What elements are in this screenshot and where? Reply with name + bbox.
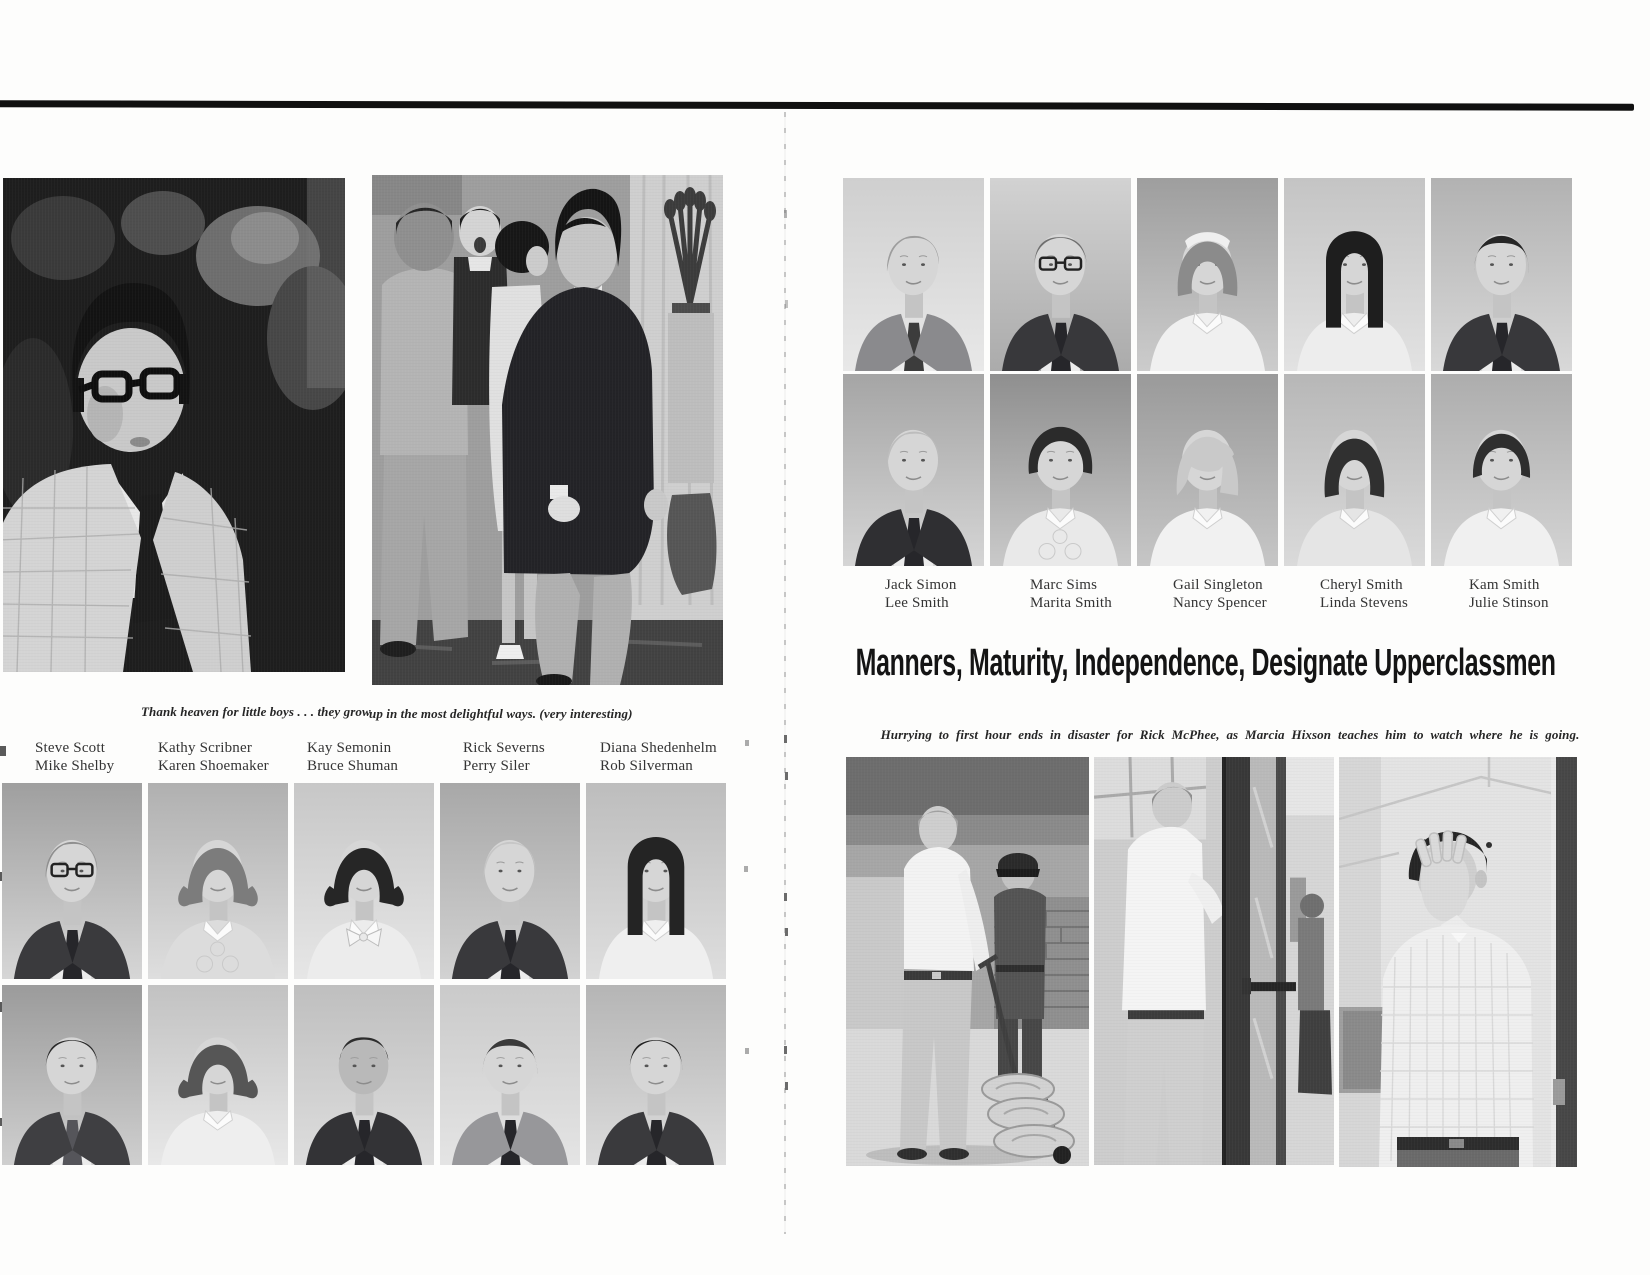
portrait-photo xyxy=(440,783,580,979)
fold-mark xyxy=(784,893,787,901)
headline-text: Manners, Maturity, Independence, Designate Upperclassmen xyxy=(856,642,1557,684)
fold-mark xyxy=(785,928,788,936)
portrait-name: Bruce Shuman xyxy=(307,757,399,774)
name-caption-column xyxy=(463,740,545,775)
portrait-photo xyxy=(1431,374,1572,566)
portrait-name: Marc Sims xyxy=(1030,577,1098,593)
fold-mark xyxy=(785,772,788,780)
fold-mark xyxy=(784,210,787,218)
fold-mark xyxy=(785,300,788,308)
name-caption-column xyxy=(1469,577,1549,612)
section-headline xyxy=(845,642,1567,685)
scan-edge-line xyxy=(0,100,1634,110)
fold-mark xyxy=(784,1046,787,1054)
portrait-photo xyxy=(990,374,1131,566)
photo-caption-right: Hurrying to first hour ends in disaster for Rick McPhee, as Marcia Hixson teaches him to watch where he is going. xyxy=(880,727,1580,742)
portrait-name: Rob Silverman xyxy=(600,757,694,774)
portrait-photo xyxy=(586,985,726,1165)
portrait-name: Perry Siler xyxy=(463,757,530,774)
portrait-grid-left-row1 xyxy=(2,783,726,979)
scan-speck xyxy=(0,746,6,756)
portrait-grid-right-row2 xyxy=(843,374,1572,566)
portrait-photo xyxy=(843,374,984,566)
name-caption-column xyxy=(35,740,114,775)
portrait-name: Kay Semonin xyxy=(307,740,392,756)
scan-speck xyxy=(745,1048,749,1054)
photo-caption-left-1: Thank heaven for little boys . . . they grow xyxy=(141,704,371,719)
portrait-name: Rick Severns xyxy=(463,740,545,756)
name-caption-column xyxy=(1030,577,1112,612)
scan-speck xyxy=(745,740,749,746)
portrait-photo xyxy=(2,783,142,979)
portrait-name: Karen Shoemaker xyxy=(158,757,269,774)
portrait-name: Kam Smith xyxy=(1469,577,1540,593)
portrait-grid-right-row1 xyxy=(843,178,1572,371)
portrait-photo xyxy=(1284,178,1425,371)
portrait-photo xyxy=(2,985,142,1165)
candid-photo-crowd xyxy=(3,178,345,672)
fold-mark xyxy=(785,1082,788,1090)
candid-photo-facepalm xyxy=(1339,757,1577,1167)
portrait-photo xyxy=(294,783,434,979)
portrait-photo xyxy=(843,178,984,371)
portrait-name: Linda Stevens xyxy=(1320,594,1409,611)
portrait-grid-left-row2 xyxy=(2,985,726,1165)
portrait-name: Mike Shelby xyxy=(35,757,115,774)
candid-photo-handtruck xyxy=(846,757,1089,1166)
portrait-name: Cheryl Smith xyxy=(1320,577,1403,593)
portrait-photo xyxy=(1284,374,1425,566)
portrait-photo xyxy=(586,783,726,979)
portrait-name: Steve Scott xyxy=(35,740,106,756)
portrait-name: Gail Singleton xyxy=(1173,577,1263,593)
fold-mark xyxy=(784,735,787,743)
portrait-photo xyxy=(148,985,288,1165)
photo-caption-left-2: up in the most delightful ways. (very interesting) xyxy=(369,706,633,721)
portrait-name: Lee Smith xyxy=(885,594,949,611)
scan-speck xyxy=(744,866,748,872)
portrait-photo xyxy=(990,178,1131,371)
portrait-name: Diana Shedenhelm xyxy=(600,740,717,756)
portrait-photo xyxy=(294,985,434,1165)
portrait-name: Nancy Spencer xyxy=(1173,594,1267,611)
name-caption-column xyxy=(158,740,269,775)
page-fold xyxy=(784,112,786,1234)
candid-photo-door xyxy=(1094,757,1334,1165)
portrait-name: Kathy Scribner xyxy=(158,740,253,756)
portrait-photo xyxy=(1137,374,1278,566)
portrait-photo xyxy=(148,783,288,979)
portrait-name: Jack Simon xyxy=(885,577,957,593)
portrait-photo xyxy=(440,985,580,1165)
portrait-photo xyxy=(1137,178,1278,371)
name-caption-column xyxy=(307,740,398,775)
name-caption-column xyxy=(885,577,957,612)
portrait-name: Marita Smith xyxy=(1030,594,1112,611)
portrait-name: Julie Stinson xyxy=(1469,594,1549,611)
name-caption-column xyxy=(600,740,717,775)
name-caption-column xyxy=(1320,577,1408,612)
name-caption-column xyxy=(1173,577,1267,612)
portrait-photo xyxy=(1431,178,1572,371)
candid-photo-dance xyxy=(372,175,723,685)
